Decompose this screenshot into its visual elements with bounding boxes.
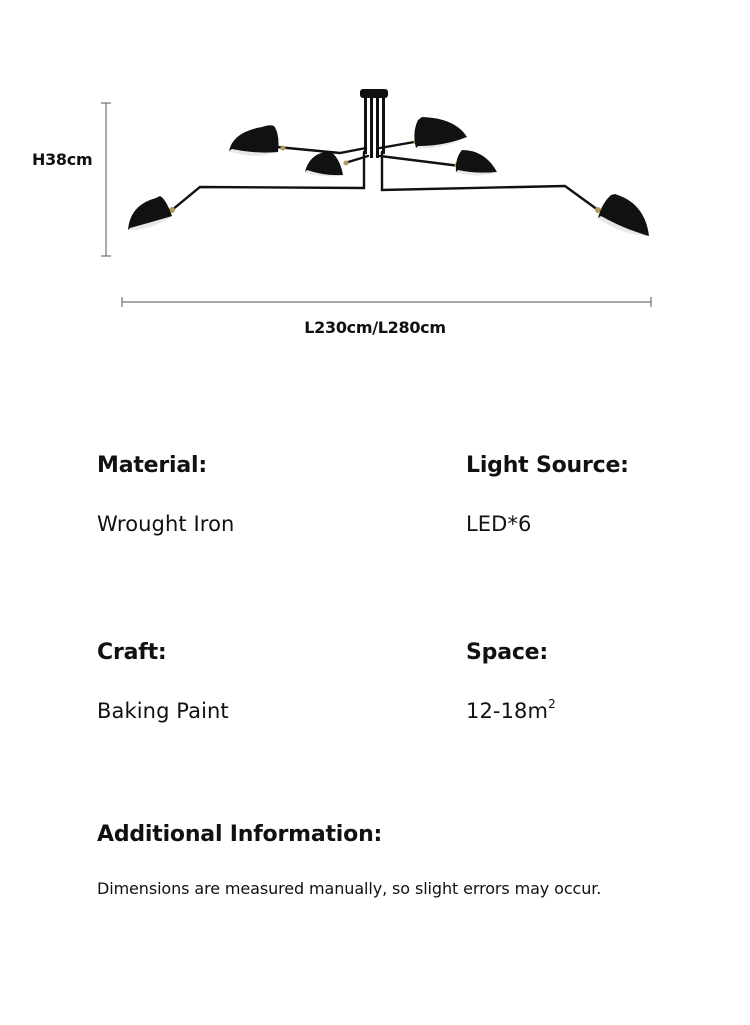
lamp-shade-upper-right: [414, 117, 467, 148]
length-dimension-label: L230cm/L280cm: [304, 318, 446, 337]
lamp-shade-far-left: [128, 196, 172, 230]
material-label: Material:: [97, 453, 207, 478]
lamp-shade-far-right: [598, 194, 649, 236]
lamp-shade-lower-left: [305, 151, 343, 176]
craft-label: Craft:: [97, 640, 167, 665]
additional-info-title: Additional Information:: [97, 822, 383, 847]
lamp-shade-lower-right: [456, 150, 497, 176]
additional-info-text: Dimensions are measured manually, so slight errors may occur.: [97, 879, 602, 898]
chandelier-illustration: [0, 0, 750, 360]
space-unit-superscript: 2: [548, 697, 556, 711]
height-dimension-label: H38cm: [32, 150, 93, 169]
light-source-value: LED*6: [466, 512, 532, 536]
material-value: Wrought Iron: [97, 512, 235, 536]
space-label: Space:: [466, 640, 548, 665]
craft-value: Baking Paint: [97, 699, 229, 723]
height-dimension-line: [101, 103, 111, 256]
light-source-label: Light Source:: [466, 453, 629, 478]
lamp-shade-upper-left: [229, 125, 279, 156]
length-dimension-line: [122, 297, 651, 307]
space-value: [466, 699, 556, 723]
space-value-text: 12-18m: [466, 699, 549, 723]
